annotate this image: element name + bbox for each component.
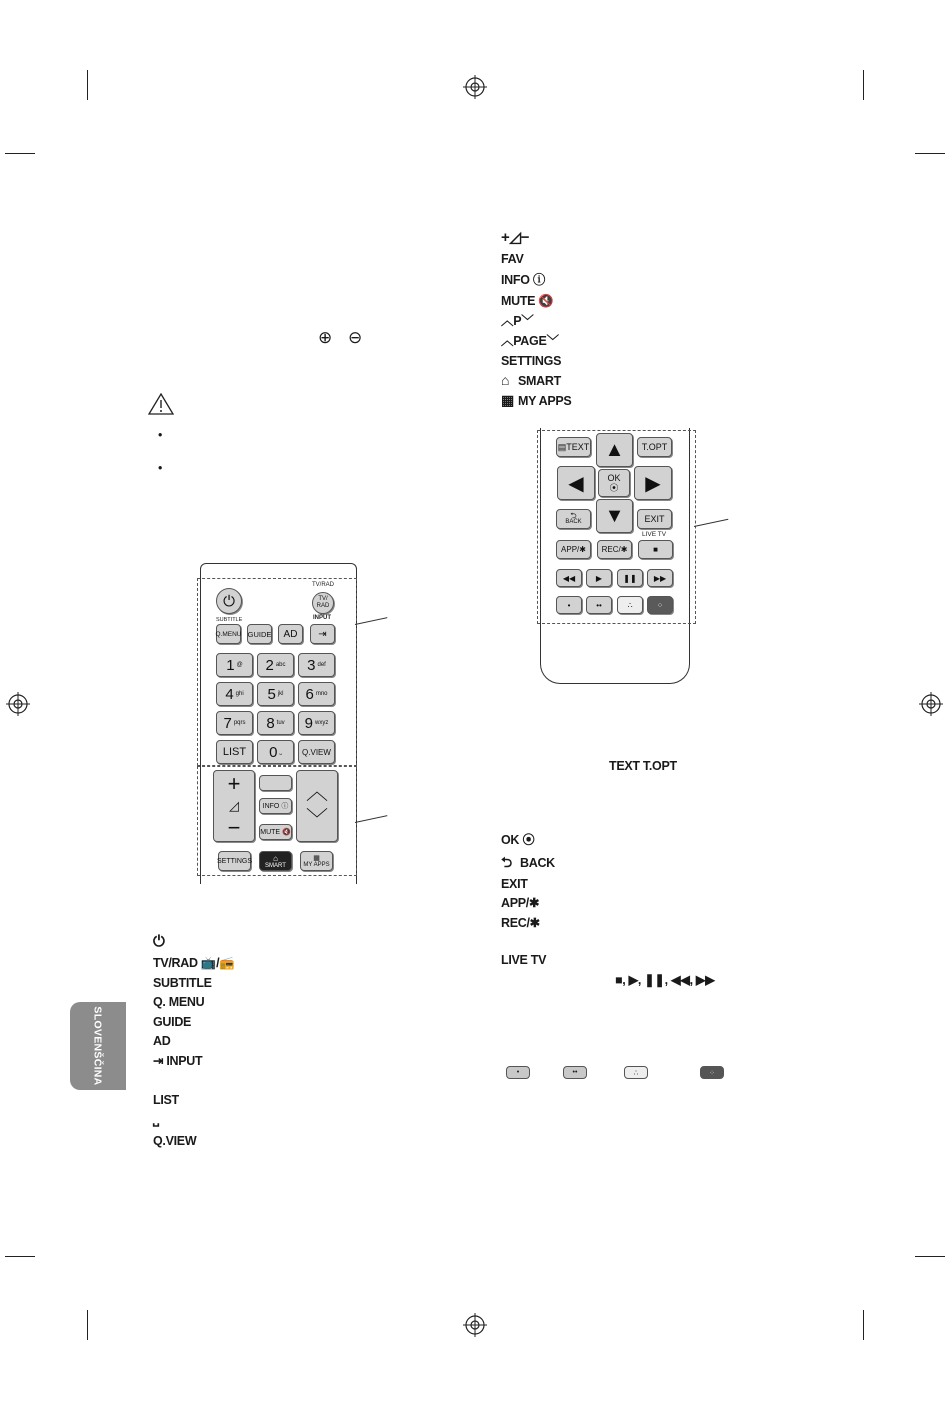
power-icon: ⏻ (153, 933, 165, 950)
legend-qmenu: Q. MENU (153, 995, 205, 1009)
legend-ok: OK ⦿ (501, 833, 535, 847)
warning-triangle-icon (148, 393, 174, 415)
back-icon: ⮌ (501, 854, 512, 870)
legend-back: BACK (520, 856, 555, 870)
yellow-button[interactable]: ∴ (617, 596, 643, 614)
smart-button[interactable]: ⌂ SMART (259, 851, 292, 871)
legend-livetv: LIVE TV (501, 953, 547, 967)
number-button-6[interactable]: 6 mno (298, 682, 335, 706)
legend-program: ︿P﹀ (501, 314, 534, 328)
program-rocker[interactable]: ︿ ﹀ (296, 770, 338, 842)
topt-button[interactable]: T.OPT (637, 437, 672, 457)
exit-button[interactable]: EXIT (637, 509, 672, 529)
number-button-2[interactable]: 2 abc (257, 653, 294, 677)
number-button-7[interactable]: 7 pqrs (216, 711, 253, 735)
number-button-3[interactable]: 3 def (298, 653, 335, 677)
number-button-5[interactable]: 5 jkl (257, 682, 294, 706)
input-button[interactable]: ⇥ (310, 624, 335, 644)
legend-tvrad: TV/RAD 📺/📻 (153, 956, 235, 970)
crop-mark (5, 1256, 35, 1257)
home-icon: ⌂ (501, 372, 510, 388)
legend-volume: +◿− (501, 229, 530, 246)
legend-page: ︿PAGE﹀ (501, 334, 559, 348)
legend-app: APP/✱ (501, 896, 540, 910)
blue-button-icon: ⁘ (700, 1066, 724, 1079)
zoom-in-icon: ⊕ (318, 328, 332, 347)
power-button[interactable]: ⏻ (216, 588, 242, 614)
legend-list: LIST (153, 1093, 179, 1107)
legend-guide: GUIDE (153, 1015, 192, 1029)
fav-button[interactable] (259, 775, 292, 791)
nav-down-button[interactable]: ▼ (596, 499, 633, 533)
legend-qview: Q.VIEW (153, 1134, 197, 1148)
registration-mark-icon (463, 75, 487, 99)
legend-rec: REC/✱ (501, 916, 540, 930)
legend-info: INFO ⓘ (501, 273, 546, 287)
subtitle-label: SUBTITLE (216, 617, 243, 623)
caution-bullet: • (158, 461, 163, 475)
red-button[interactable]: • (556, 596, 582, 614)
nav-right-button[interactable]: ▶ (634, 466, 672, 500)
rec-button[interactable]: REC/✱ (597, 540, 632, 559)
qview-button[interactable]: Q.VIEW (298, 740, 335, 764)
space-icon: ⎵ (153, 1110, 159, 1127)
legend-ad: AD (153, 1034, 171, 1048)
crop-mark (87, 70, 88, 100)
fast-forward-button[interactable]: ▶▶ (647, 569, 673, 587)
settings-button[interactable]: SETTINGS (218, 851, 251, 871)
legend-exit: EXIT (501, 877, 528, 891)
crop-mark (87, 1310, 88, 1340)
red-button-icon: • (506, 1066, 530, 1079)
stop-button[interactable]: ■ (638, 540, 673, 559)
legend-input: ⇥ INPUT (153, 1054, 203, 1068)
caution-bullet: • (158, 428, 163, 442)
registration-mark-icon (463, 1313, 487, 1337)
app-button[interactable]: APP/✱ (556, 540, 591, 559)
crop-mark (915, 153, 945, 154)
info-button[interactable]: INFO ⓘ (259, 798, 292, 814)
callout-line (355, 815, 387, 823)
legend-smart: SMART (518, 374, 561, 388)
green-button-icon: •• (563, 1066, 587, 1079)
ad-button[interactable]: AD (278, 624, 303, 644)
number-button-9[interactable]: 9 wxyz (298, 711, 335, 735)
apps-grid-icon: ▦ (501, 392, 514, 408)
volume-rocker[interactable]: + ◿ − (213, 770, 255, 842)
legend-subtitle: SUBTITLE (153, 976, 212, 990)
ok-button[interactable]: OK ⦿ (598, 469, 630, 497)
registration-mark-icon (919, 692, 943, 716)
legend-settings: SETTINGS (501, 354, 562, 368)
rewind-button[interactable]: ◀◀ (556, 569, 582, 587)
callout-line (694, 519, 728, 527)
tvrad-top-label: TV/RAD (312, 582, 335, 588)
input-top-label: INPUT (313, 615, 331, 621)
text-button[interactable]: ▤ TEXT (556, 437, 591, 457)
yellow-button-icon: ∴ (624, 1066, 648, 1079)
list-button[interactable]: LIST (216, 740, 253, 764)
myapps-button[interactable]: ▦ MY APPS (300, 851, 333, 871)
pause-button[interactable]: ❚❚ (617, 569, 643, 587)
legend-fav: FAV (501, 252, 524, 266)
blue-button[interactable]: ⁘ (647, 596, 673, 614)
registration-mark-icon (6, 692, 30, 716)
legend-myapps: MY APPS (518, 394, 572, 408)
callout-line (355, 617, 387, 625)
guide-button[interactable]: GUIDE (247, 624, 272, 644)
legend-playback: ■, ▶, ❚❚, ◀◀, ▶▶ (615, 973, 715, 987)
back-button[interactable]: ⮌ BACK (556, 509, 591, 529)
crop-mark (5, 153, 35, 154)
number-button-8[interactable]: 8 tuv (257, 711, 294, 735)
qmenu-button[interactable]: Q.MENU (216, 624, 241, 644)
zoom-out-icon: ⊖ (348, 328, 362, 347)
crop-mark (863, 70, 864, 100)
number-button-0[interactable]: 0 ⎵ (257, 740, 294, 764)
legend-text-topt: TEXT T.OPT (609, 759, 677, 773)
crop-mark (863, 1310, 864, 1340)
nav-up-button[interactable]: ▲ (596, 433, 633, 467)
mute-button[interactable]: MUTE 🔇 (259, 824, 292, 840)
number-button-4[interactable]: 4 ghi (216, 682, 253, 706)
play-button[interactable]: ▶ (586, 569, 612, 587)
language-tab-label: SLOVENŠČINA (92, 1006, 104, 1086)
green-button[interactable]: •• (586, 596, 612, 614)
livetv-label: LIVE TV (642, 531, 667, 538)
crop-mark (915, 1256, 945, 1257)
legend-mute: MUTE 🔇 (501, 294, 554, 308)
tvrad-button[interactable]: TV/ RAD (312, 592, 334, 614)
nav-left-button[interactable]: ◀ (557, 466, 595, 500)
number-button-1[interactable]: 1 @ (216, 653, 253, 677)
